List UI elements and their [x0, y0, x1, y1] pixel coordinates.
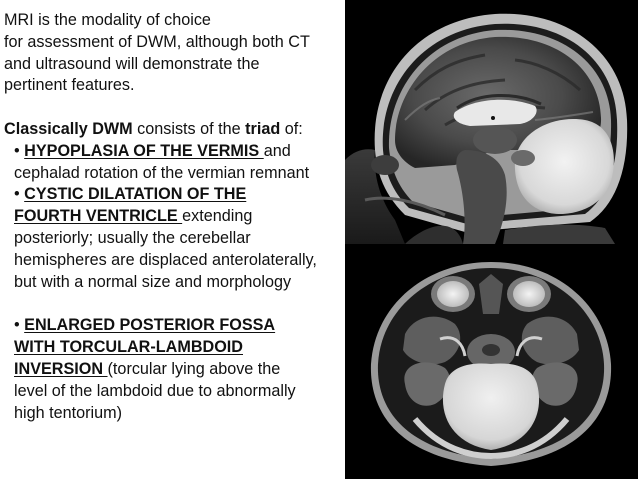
item-heading: CYSTIC DILATATION OF THE [24, 185, 247, 204]
spacer [4, 293, 344, 315]
classically-bold: Classically DWM [4, 119, 133, 138]
item-heading: FOURTH VENTRICLE [14, 207, 183, 226]
bullet: • [14, 141, 25, 160]
item-line [4, 359, 344, 381]
classically-mid: consists of the [132, 119, 246, 138]
item-rest: (torcular lying above the [107, 359, 281, 378]
item-heading: HYPOPLASIA OF THE VERMIS [24, 141, 264, 160]
item-rest: extending [182, 207, 253, 226]
item-enlarged [4, 315, 344, 337]
bullet: • [14, 316, 25, 335]
triad-bold: triad [245, 119, 281, 138]
item-line: hemispheres are displaced anterolaterally, [14, 250, 317, 269]
intro-line-1: MRI is the modality of choice [4, 11, 211, 29]
item-heading: WITH TORCULAR-LAMBDOID [14, 338, 243, 357]
spacer [4, 97, 344, 119]
sagittal-mri-image [345, 0, 638, 244]
mri-images [345, 0, 638, 479]
slide-text [4, 10, 344, 424]
item-heading: ENLARGED POSTERIOR FOSSA [24, 316, 276, 335]
item-line: but with a normal size and morphology [14, 272, 292, 291]
axial-mri-image [345, 244, 638, 479]
classically-line [4, 119, 344, 141]
intro-line-3: and ultrasound will demonstrate the [4, 54, 260, 73]
item-line [4, 206, 344, 228]
item-line: high tentorium) [14, 403, 122, 422]
item-line [4, 337, 344, 359]
item-line: cephalad rotation of the vermian remnant [14, 163, 310, 182]
item-rest: and [263, 141, 291, 160]
item-cystic [4, 184, 344, 206]
intro-line-4: pertinent features. [4, 76, 135, 95]
bullet: • [14, 185, 25, 204]
intro-line-2: for assessment of DWM, although both CT [4, 32, 310, 51]
item-line: posteriorly; usually the cerebellar [14, 228, 251, 247]
item-line: level of the lambdoid due to abnormally [14, 381, 296, 400]
item-heading: INVERSION [14, 359, 108, 378]
classically-tail: of: [280, 119, 303, 138]
item-hypoplasia [4, 141, 344, 163]
